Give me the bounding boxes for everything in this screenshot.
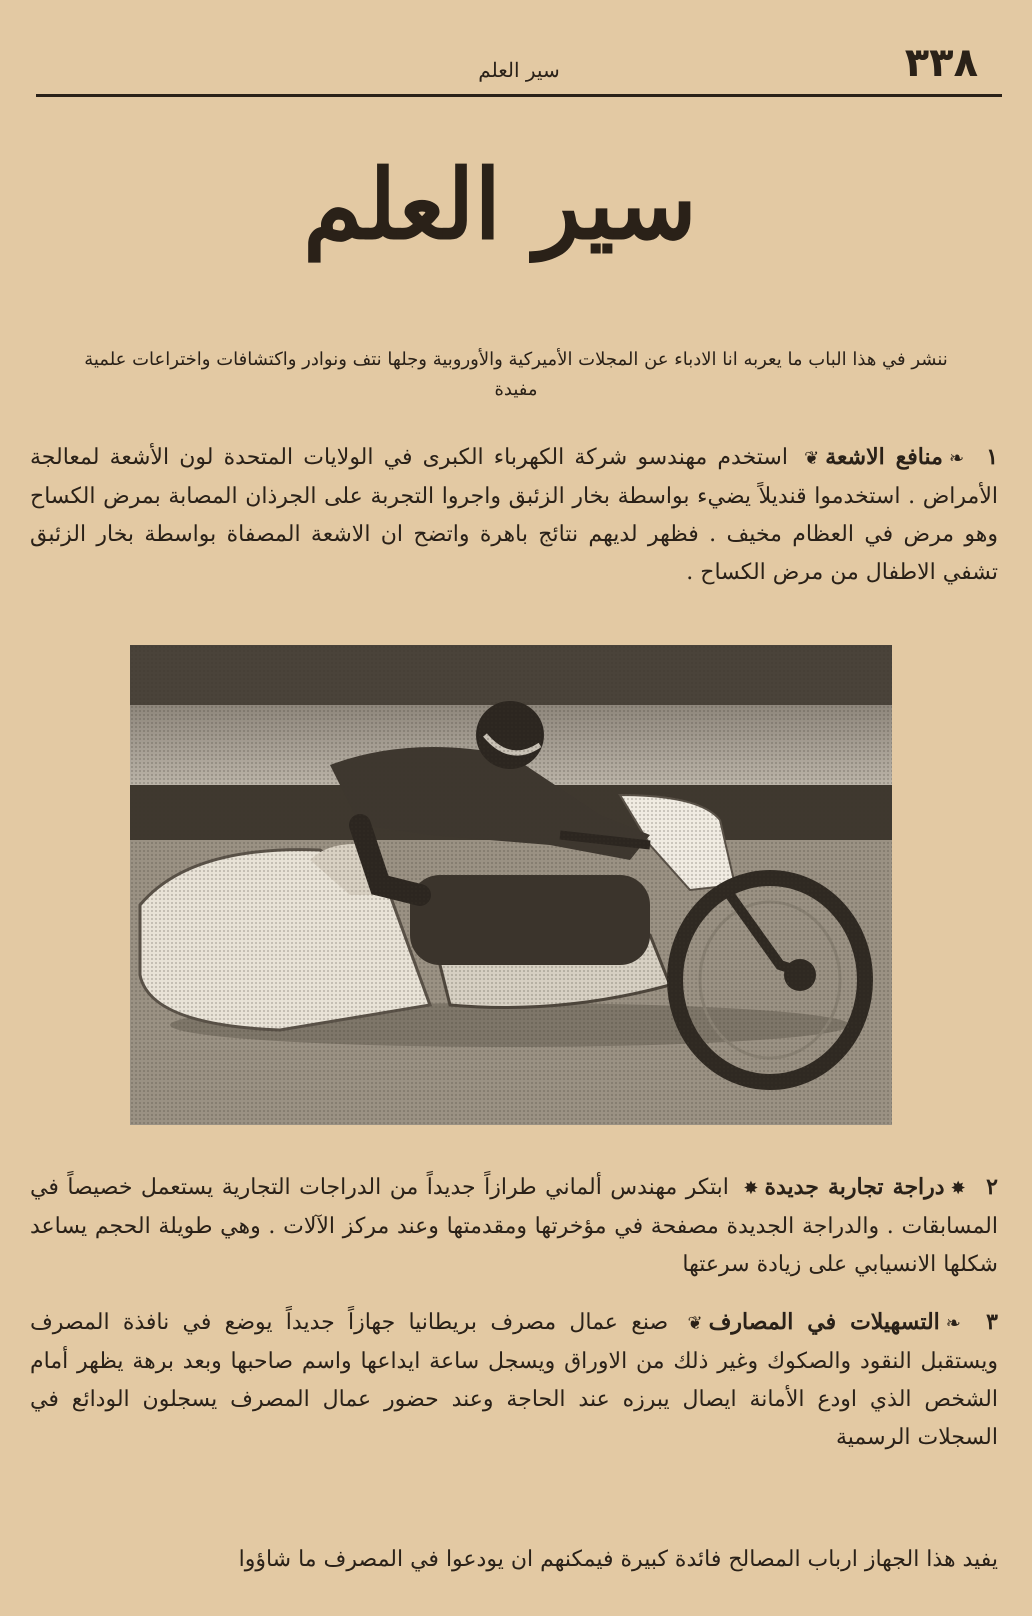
- page-header: [36, 36, 1002, 98]
- section-intro: ننشر في هذا الباب ما يعربه انا الادباء عن المجلات الأميركية والأوروبية وجلها نتف ونوادر واكتشافات واختراعات علمية مفيدة: [84, 349, 948, 400]
- masthead-title: سير العلم: [303, 148, 697, 261]
- section-body: ابتكر مهندس ألماني طرازاً جديداً من الدراجات التجارية يستعمل خصيصاً في المسابقات . والدراجة الجديدة مصفحة في مؤخرتها ومقدمتها وعند مركز الآلات . وهي طويلة الحجم يساعد شكلها الانسيابي على زيادة سرعتها: [30, 1175, 998, 1277]
- photo-illustration: [130, 645, 892, 1125]
- ornament-icon: ❦: [804, 448, 820, 469]
- section-masthead: [300, 118, 700, 308]
- article-section-3: [30, 1303, 998, 1457]
- article-section-1: [30, 438, 998, 592]
- section-title: دراجة تجاربة جديدة: [764, 1174, 945, 1200]
- header-rule: [36, 94, 1002, 97]
- article-section-2: [30, 1168, 998, 1284]
- motorcycle-racer-photo: [130, 645, 892, 1125]
- ornament-icon: ❧: [948, 448, 965, 469]
- page-number: ٣٣٨: [904, 40, 978, 86]
- section-body: صنع عمال مصرف بريطانيا جهازاً جديداً يوضع في نافذة المصرف ويستقبل النقود والصكوك وغير ذلك من الاوراق ويسجل ساعة ايداعها واسم صاحبها وبعد برهة يظهر أمام الشخص الذي اودع الأمانة ايصال يبرزه عند الحاجة وعند حضور عمال المصرف يسجلون الودائع في السجلات الرسمية: [30, 1310, 998, 1450]
- ornament-icon: ✸: [950, 1178, 966, 1199]
- section-number: ٣: [986, 1309, 998, 1335]
- section-title: منافع الاشعة: [825, 444, 943, 470]
- section-number: ٢: [986, 1174, 998, 1200]
- ornament-icon: ✸: [743, 1178, 759, 1199]
- ornament-icon: ❦: [687, 1313, 703, 1334]
- ornament-icon: ❧: [945, 1313, 961, 1334]
- section-body: استخدم مهندسو شركة الكهرباء الكبرى في الولايات المتحدة لون الأشعة لمعالجة الأمراض . استخدموا قنديلاً يضيء بواسطة بخار الزئبق واجروا التجربة على الجرذان المصابة بمرض الكساح وهو مرض في العظام مخيف . فظهر لديهم نتائج باهرة واتضح ان الاشعة المصفاة بواسطة بخار الزئبق تشفي الاطفال من مرض الكساح .: [30, 445, 998, 585]
- running-title: سير العلم: [478, 58, 560, 82]
- section-number: ١: [986, 444, 999, 470]
- section-title: التسهيلات في المصارف: [708, 1309, 940, 1335]
- closing-paragraph: يفيد هذا الجهاز ارباب المصالح فائدة كبيرة فيمكنهم ان يودعوا في المصرف ما شاؤوا: [238, 1547, 998, 1572]
